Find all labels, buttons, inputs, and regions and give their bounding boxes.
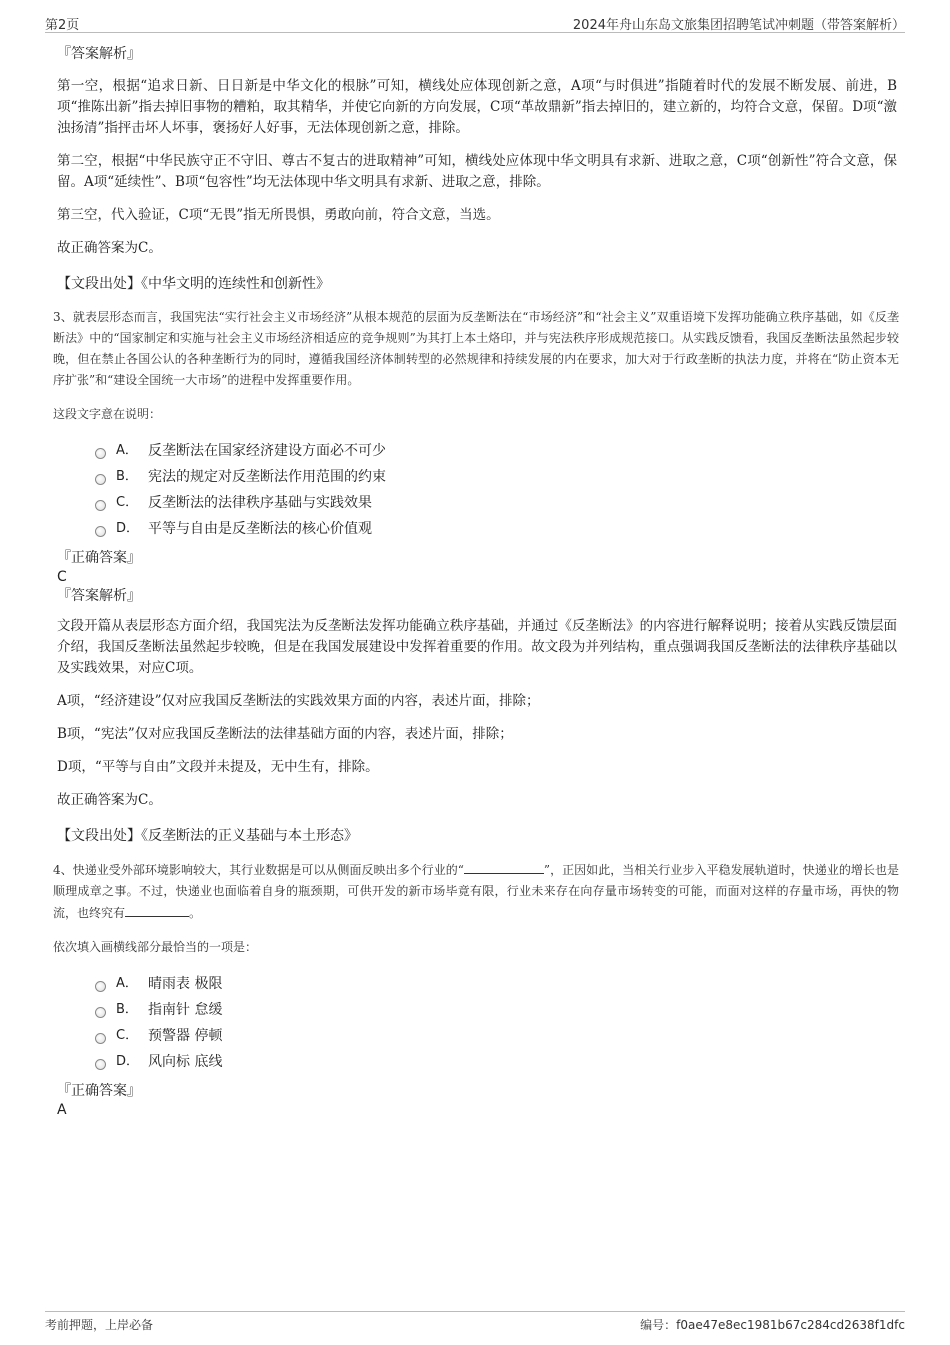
radio-icon[interactable] xyxy=(95,526,106,537)
option-text: 平等与自由是反垄断法的核心价值观 xyxy=(148,521,372,537)
q3-analysis-para-2: A项，“经济建设”仅对应我国反垄断法的实践效果方面的内容，表述片面，排除； xyxy=(57,693,540,709)
q3-source xyxy=(57,825,905,845)
answer-label: 『正确答案』 xyxy=(57,550,141,566)
source-label: 【文段出处】 xyxy=(57,828,141,844)
q4-option-b[interactable]: B． 指南针 怠缓 xyxy=(95,997,905,1023)
q3-analysis-para-3: B项，“宪法”仅对应我国反垄断法的法律基础方面的内容，表述片面，排除； xyxy=(57,726,513,742)
q4-prompt: 依次填入画横线部分最恰当的一项是： xyxy=(53,940,258,954)
q3-option-c[interactable]: C． 反垄断法的法律秩序基础与实践效果 xyxy=(95,490,905,516)
radio-icon[interactable] xyxy=(95,500,106,511)
q3-conclusion: 故正确答案为C。 xyxy=(57,792,162,808)
q3-answer: C xyxy=(57,569,67,585)
radio-icon[interactable] xyxy=(95,474,106,485)
analysis-label: 『答案解析』 xyxy=(57,46,141,62)
radio-icon[interactable] xyxy=(95,448,106,459)
option-text: 晴雨表 极限 xyxy=(148,976,223,992)
q4-options xyxy=(95,971,905,1075)
analysis-label: 『答案解析』 xyxy=(57,588,141,604)
source-title: 《中华文明的连续性和创新性》 xyxy=(141,276,330,292)
document-id: 编号：f0ae47e8ec1981b67c284cd2638f1dfc xyxy=(640,1318,905,1332)
q2-conclusion: 故正确答案为C。 xyxy=(57,240,162,256)
q2-source xyxy=(57,273,905,293)
q3-stem: 3、就表层形态而言，我国宪法“实行社会主义市场经济”从根本规范的层面为反垄断法在“市场经济”和“社会主义”双重语境下发挥功能确立秩序基础，如《反垄断法》中的“国家制定和实施与社会主义市场经济相适应的竞争规则”为其打上本土烙印，并与宪法秩序形成规范接口。从实践反馈看，我国反垄断法虽然起步较晚，但在禁止各国公认的各种垄断行为的同时，遵循我国经济体制转型的必然规律和持续发展的内在要求，加大对于行政垄断的执法力度，并将在“防止资本无序扩张”和“建设全国统一大市场”的进程中发挥重要作用。 xyxy=(53,310,899,387)
radio-icon[interactable] xyxy=(95,1033,106,1044)
option-text: 反垄断法的法律秩序基础与实践效果 xyxy=(148,495,372,511)
q4-option-c[interactable]: C． 预警器 停顿 xyxy=(95,1023,905,1049)
page-number: 第2页 xyxy=(45,18,80,33)
page-content xyxy=(45,44,905,1119)
option-text: 指南针 怠缓 xyxy=(148,1002,223,1018)
document-title: 2024年舟山东岛文旅集团招聘笔试冲刺题（带答案解析） xyxy=(572,18,905,33)
q2-analysis-para-2: 第二空，根据“中华民族守正不守旧、尊古不复古的进取精神”可知，横线处应体现中华文明具有求新、进取之意，C项“创新性”符合文意，保留。A项“延续性”、B项“包容性”均无法体现中华文明具有求新、进取之意，排除。 xyxy=(57,153,897,190)
q3-option-d[interactable]: D． 平等与自由是反垄断法的核心价值观 xyxy=(95,516,905,542)
option-text: 反垄断法在国家经济建设方面必不可少 xyxy=(148,443,386,459)
fill-blank-2 xyxy=(125,902,189,917)
q4-stem: 4、快递业受外部环境影响较大，其行业数据是可以从侧面反映出多个行业的“ ”，正因如此，当相关行业步入平稳发展轨道时，快递业的增长也是顺理成章之事。不过，快递业也面临着自身的瓶颈期，可供开发的新市场毕竟有限，行业未来存在向存量市场转变的可能，而面对这样的存量市场，再快的物流，也终究有 。 xyxy=(53,859,899,924)
q4-answer: A xyxy=(57,1102,67,1118)
answer-label: 『正确答案』 xyxy=(57,1083,141,1099)
fill-blank-1 xyxy=(464,859,544,874)
footer-slogan: 考前押题，上岸必备 xyxy=(45,1318,154,1332)
option-text: 预警器 停顿 xyxy=(148,1028,223,1044)
radio-icon[interactable] xyxy=(95,981,106,992)
q3-analysis-para-4: D项，“平等与自由”文段并未提及，无中生有，排除。 xyxy=(57,759,379,775)
page-header xyxy=(45,12,905,33)
option-text: 风向标 底线 xyxy=(148,1054,223,1070)
q3-analysis-para-1: 文段开篇从表层形态方面介绍，我国宪法为反垄断法发挥功能确立秩序基础，并通过《反垄断法》的内容进行解释说明；接着从实践反馈层面介绍，我国反垄断法虽然起步较晚，但是在我国发展建设中发挥着重要的作用。故文段为并列结构，重点强调我国反垄断法的法律秩序基础以及实践效果，对应C项。 xyxy=(57,618,897,676)
q3-prompt: 这段文字意在说明： xyxy=(53,407,162,421)
q2-analysis-para-1: 第一空，根据“追求日新、日日新是中华文化的根脉”可知，横线处应体现创新之意，A项“与时俱进”指随着时代的发展不断发展、前进，B项“推陈出新”指去掉旧事物的糟粕，取其精华，并使它向新的方向发展，C项“革故鼎新”指去掉旧的，建立新的，均符合文意，保留。D项“激浊扬清”指抨击坏人坏事，褒扬好人好事，无法体现创新之意，排除。 xyxy=(57,78,897,136)
option-text: 宪法的规定对反垄断法作用范围的约束 xyxy=(148,469,386,485)
radio-icon[interactable] xyxy=(95,1007,106,1018)
radio-icon[interactable] xyxy=(95,1059,106,1070)
q4-option-a[interactable]: A． 晴雨表 极限 xyxy=(95,971,905,997)
q3-options xyxy=(95,438,905,542)
page-footer xyxy=(45,1311,905,1334)
q3-option-a[interactable]: A． 反垄断法在国家经济建设方面必不可少 xyxy=(95,438,905,464)
q3-option-b[interactable]: B． 宪法的规定对反垄断法作用范围的约束 xyxy=(95,464,905,490)
q4-option-d[interactable]: D． 风向标 底线 xyxy=(95,1049,905,1075)
source-title: 《反垄断法的正义基础与本土形态》 xyxy=(141,828,358,844)
q2-analysis-para-3: 第三空，代入验证，C项“无畏”指无所畏惧，勇敢向前，符合文意，当选。 xyxy=(57,207,500,223)
source-label: 【文段出处】 xyxy=(57,276,141,292)
